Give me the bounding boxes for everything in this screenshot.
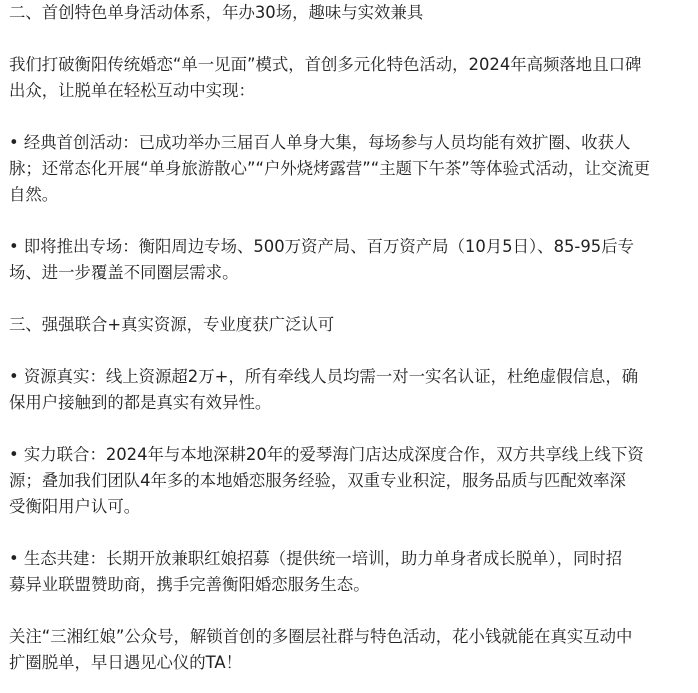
section-heading-3: 三、强强联合+真实资源，专业度获广泛认可 bbox=[9, 315, 335, 334]
paragraph-gap bbox=[9, 26, 691, 52]
paragraph-intro-line-1: 我们打破衡阳传统婚恋“单一见面”模式，首创多元化特色活动，2024年高频落地且口碑 bbox=[9, 55, 642, 74]
bullet-resources-line-2: 保用户接触到的都是真实有效异性。 bbox=[9, 393, 272, 412]
paragraph-gap bbox=[9, 598, 691, 624]
bullet-alliance-line-2: 源；叠加我们团队4年多的本地婚恋服务经验，双重专业积淀，服务品质与匹配效率深 bbox=[9, 471, 626, 490]
closing-line-1: 关注“三湘红娘”公众号，解锁首创的多圈层社群与特色活动，花小钱就能在真实互动中 bbox=[9, 627, 633, 646]
paragraph-gap bbox=[9, 104, 691, 130]
bullet-classic-line-1: • 经典首创活动：已成功举办三届百人单身大集，每场参与人员均能有效扩圈、收获人 bbox=[9, 133, 631, 152]
paragraph-intro-line-2: 出众，让脱单在轻松互动中实现： bbox=[9, 81, 255, 100]
bullet-ecosystem-line-2: 募异业联盟赞助商，携手完善衡阳婚恋服务生态。 bbox=[9, 575, 370, 594]
paragraph-gap bbox=[9, 416, 691, 442]
bullet-classic-line-2: 脉；还常态化开展“单身旅游散心”“户外烧烤露营”“主题下午茶”等体验式活动，让交流更 bbox=[9, 159, 651, 178]
section-heading-2: 二、首创特色单身活动体系，年办30场，趣味与实效兼具 bbox=[9, 3, 424, 22]
bullet-upcoming-line-2: 场、进一步覆盖不同圈层需求。 bbox=[9, 263, 239, 282]
closing-line-2: 扩圈脱单，早日遇见心仪的TA！ bbox=[9, 653, 243, 672]
bullet-alliance-line-3: 受衡阳用户认可。 bbox=[9, 497, 141, 516]
paragraph-gap bbox=[9, 520, 691, 546]
paragraph-gap bbox=[9, 208, 691, 234]
bullet-upcoming-line-1: • 即将推出专场：衡阳周边专场、500万资产局、百万资产局（10月5日）、85-95后专 bbox=[9, 237, 634, 256]
bullet-ecosystem-line-1: • 生态共建：长期开放兼职红娘招募（提供统一培训，助力单身者成长脱单），同时招 bbox=[9, 549, 623, 568]
bullet-resources-line-1: • 资源真实：线上资源超2万+，所有牵线人员均需一对一实名认证，杜绝虚假信息，确 bbox=[9, 367, 639, 386]
bullet-alliance-line-1: • 实力联合：2024年与本地深耕20年的爱琴海门店达成深度合作，双方共享线上线下资 bbox=[9, 445, 644, 464]
paragraph-gap bbox=[9, 286, 691, 312]
article-body bbox=[9, 0, 691, 676]
bullet-classic-line-3: 自然。 bbox=[9, 185, 59, 204]
paragraph-gap bbox=[9, 338, 691, 364]
